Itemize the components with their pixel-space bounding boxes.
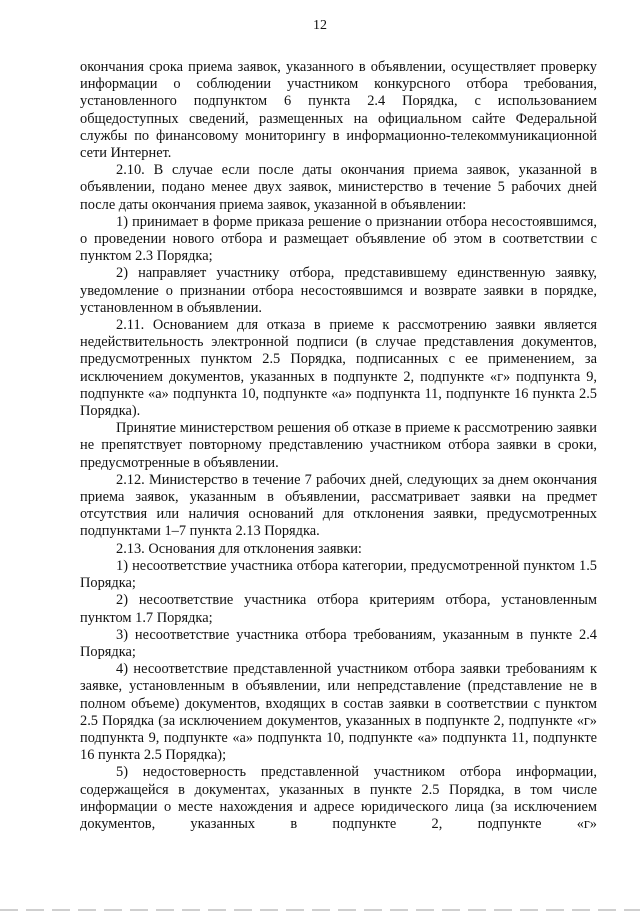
paragraph-2-10-item-1: 1) принимает в форме приказа решение о признании отбора несостоявшимся, о проведении нового отбора и размещает объявление об этом в соответствии с пунктом 2.3 Порядка; [80, 213, 597, 265]
scan-edge-line [0, 909, 640, 911]
paragraph-2-13-item-3: 3) несоответствие участника отбора требованиям, указанным в пункте 2.4 Порядка; [80, 626, 597, 660]
paragraph-2-11: 2.11. Основанием для отказа в приеме к рассмотрению заявки является недействительность электронной подписи (в случае представления документов, предусмотренных пунктом 2.5 Порядка, подписанных с ее применением, за исключением документов, указанных в подпункте 2, подпункте «г» подпункта 9, подпункте «а» подпункта 10, подпункте «а» подпункта 11, подпункте 16 пункта 2.5 Порядка). [80, 317, 597, 420]
paragraph-2-13-item-5: 5) недостоверность представленной участником отбора информации, содержащейся в документах, указанных в пункте 2.5 Порядка, в том числе информации о месте нахождения и адресе юридического лица (за исключением документов, указанных в подпункте 2, подпункте «г» [80, 764, 597, 832]
page-number: 12 [313, 18, 327, 33]
paragraph-2-13-item-2: 2) несоответствие участника отбора критериям отбора, установленным пунктом 1.7 Порядка; [80, 592, 597, 626]
paragraph-2-10-item-2: 2) направляет участнику отбора, представившему единственную заявку, уведомление о признании отбора несостоявшимся и возврате заявки в порядке, установленном в объявлении. [80, 265, 597, 316]
paragraph-2-13-item-1: 1) несоответствие участника отбора категории, предусмотренной пунктом 1.5 Порядка; [80, 557, 597, 592]
paragraph-continuation: окончания срока приема заявок, указанного в объявлении, осуществляет проверку информации о соблюдении участником конкурсного отбора требования, установленного подпунктом 6 пункта 2.4 Порядка, с использованием общедоступных сведений, размещенных на официальном сайте Федеральной службы по финансовому мониторингу в информационно-телекоммуникационной сети Интернет. [80, 59, 597, 162]
paragraph-2-10: 2.10. В случае если после даты окончания приема заявок, указанной в объявлении, подано менее двух заявок, министерство в течение 5 рабочих дней после даты окончания приема заявок, указанной в объявлении: [80, 162, 597, 213]
paragraph-2-13: 2.13. Основания для отклонения заявки: [116, 540, 362, 557]
document-body [80, 59, 597, 833]
paragraph-2-12: 2.12. Министерство в течение 7 рабочих дней, следующих за днем окончания приема заявок, указанным в объявлении, рассматривает заявки на предмет отсутствия или наличия оснований для отклонения заявки, предусмотренных подпунктами 1–7 пункта 2.13 Порядка. [80, 471, 597, 540]
paragraph-2-11-note: Принятие министерством решения об отказе в приеме к рассмотрению заявки не препятствует повторному представлению участником отбора заявки в сроки, предусмотренные в объявлении. [80, 420, 597, 471]
paragraph-2-13-item-4: 4) несоответствие представленной участником отбора заявки требованиям к заявке, установленным в объявлении, или непредставление (представление не в полном объеме) документов, входящих в состав заявки в соответствии с пунктом 2.5 Порядка (за исключением документов, указанных в подпункте 2, подпункте «г» подпункта 9, подпункте «а» подпункта 10, подпункте «а» подпункта 11, подпункте 16 пункта 2.5 Порядка); [80, 661, 597, 764]
